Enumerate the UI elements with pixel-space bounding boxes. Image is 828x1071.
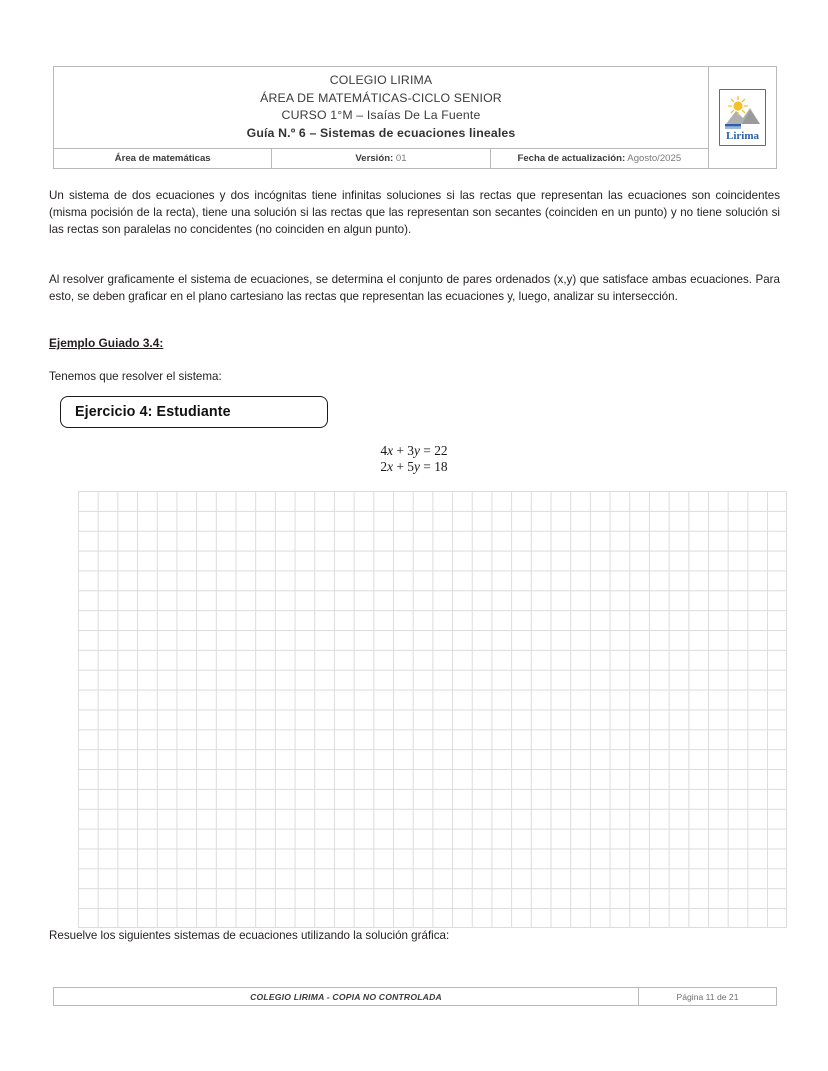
header-meta-version — [272, 149, 490, 169]
header-meta-area-label: Área de matemáticas — [114, 153, 211, 164]
exercise-title-label: Ejercicio 4: Estudiante — [75, 404, 231, 420]
header-meta-update — [490, 149, 708, 169]
school-logo-cell — [709, 67, 777, 169]
lirima-logo-icon — [720, 90, 765, 145]
lead-line-text: Tenemos que resolver el sistema: — [49, 370, 222, 383]
svg-text:Lirima: Lirima — [726, 130, 759, 142]
exercise-title-box — [60, 396, 328, 428]
lirima-logo — [719, 89, 766, 146]
header-title-line-2: ÁREA DE MATEMÁTICAS-CICLO SENIOR — [260, 90, 502, 105]
header-meta-area — [54, 149, 272, 169]
section-heading-ejemplo-guiado: Ejemplo Guiado 3.4: — [49, 336, 164, 350]
document-header-table — [53, 66, 777, 169]
equation-line-2: 2x + 5y = 18 — [380, 458, 448, 474]
footer-page-number: Página 11 de 21 — [639, 988, 777, 1006]
header-meta-version-label: Versión: — [355, 153, 394, 164]
header-meta-update-label: Fecha de actualización: — [517, 153, 626, 164]
header-title-line-4: Guía N.º 6 – Sistemas de ecuaciones lineales — [246, 125, 516, 140]
footer-center-text: COLEGIO LIRIMA - COPIA NO CONTROLADA — [54, 988, 639, 1006]
header-meta-version-value: 01 — [395, 153, 407, 164]
header-title-line-1: COLEGIO LIRIMA — [329, 73, 433, 87]
equation-line-1: 4x + 3y = 22 — [380, 443, 448, 458]
intro-paragraph-1: Un sistema de dos ecuaciones y dos incógnitas tiene infinitas soluciones si las rectas que representan las ecuaciones son coincidentes (misma pocisión de la recta), tiene una solución si las rectas que las representan son secantes (coinciden en un punto) y no tiene solución si las rectas son paralelas no concidentes (no coinciden en algun punto). — [49, 189, 780, 237]
document-footer-table — [53, 987, 777, 1006]
graph-paper-grid — [78, 491, 787, 928]
system-of-equations — [0, 443, 828, 474]
header-title-block — [54, 67, 709, 149]
header-meta-update-value: Agosto/2025 — [627, 153, 682, 164]
header-title-line-3: CURSO 1°M – Isaías De La Fuente — [281, 108, 481, 122]
instruction-line-below-grid: Resuelve los siguientes sistemas de ecuaciones utilizando la solución gráfica: — [49, 929, 450, 942]
intro-paragraph-2: Al resolver graficamente el sistema de ecuaciones, se determina el conjunto de pares ordenados (x,y) que satisface ambas ecuaciones. Para esto, se deben graficar en el plano cartesiano las rectas que representan las ecuaciones y, luego, analizar su intersección. — [49, 273, 780, 304]
